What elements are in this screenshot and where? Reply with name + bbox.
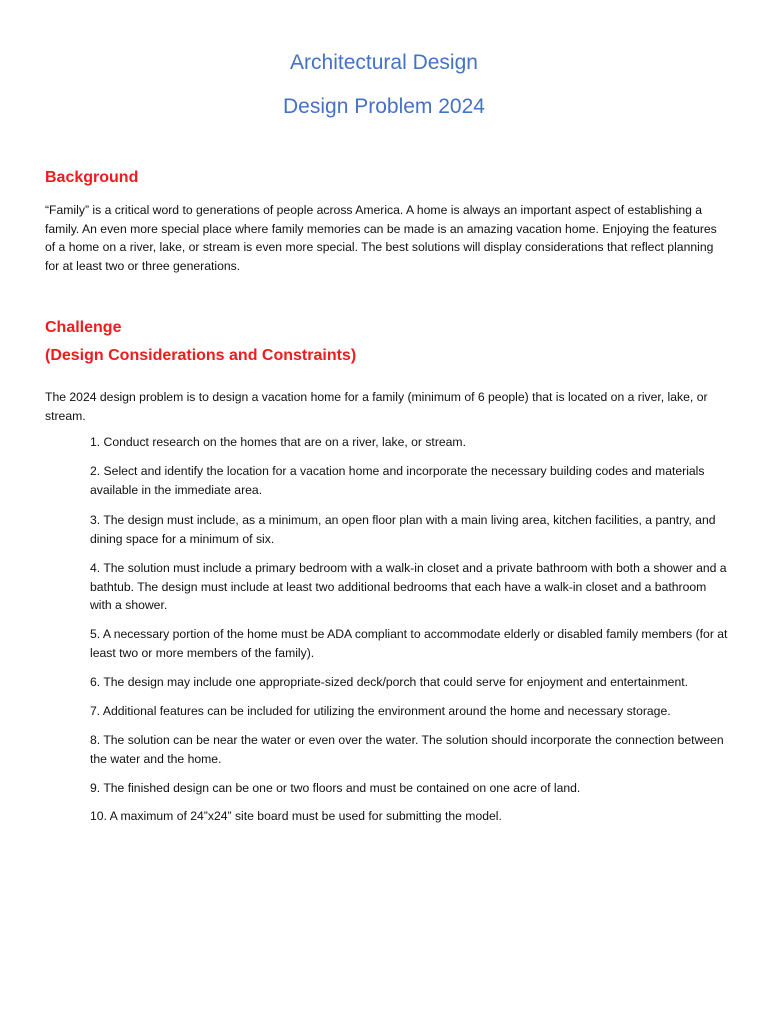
list-item: 2. Select and identify the location for a vacation home and incorporate the necessary building codes and materials available in the immediate area. — [90, 464, 705, 497]
list-item: 3. The design must include, as a minimum, an open floor plan with a main living area, kitchen facilities, a pantry, and dining space for a minimum of six. — [90, 513, 716, 546]
list-item: 4. The solution must include a primary bedroom with a walk-in closet and a private bathroom with both a shower and a bathtub. The design must include at least two additional bedrooms that each have a walk-in closet and a bathroom with a shower. — [90, 561, 727, 612]
list-item: 10. A maximum of 24”x24” site board must be used for submitting the model. — [90, 809, 502, 823]
document-subtitle: Design Problem 2024 — [283, 95, 485, 118]
list-item: 5. A necessary portion of the home must be ADA compliant to accommodate elderly or disabled family members (for at least two or more members of the family). — [90, 627, 728, 660]
list-item: 1. Conduct research on the homes that are on a river, lake, or stream. — [90, 435, 466, 449]
document-title: Architectural Design — [290, 51, 478, 74]
challenge-intro: The 2024 design problem is to design a vacation home for a family (minimum of 6 people) that is located on a river, lake, or stream. — [45, 390, 708, 423]
list-item: 7. Additional features can be included for utilizing the environment around the home and necessary storage. — [90, 704, 671, 718]
background-paragraph: “Family” is a critical word to generations of people across America. A home is always an important aspect of establishing a family. An even more special place where family memories can be made is an amazing vacation home. Enjoying the features of a home on a river, lake, or stream is even more special. The best solutions will display considerations that reflect planning for at least two or three generations. — [45, 203, 717, 273]
challenge-heading: Challenge — [45, 319, 122, 336]
list-item: 6. The design may include one appropriate-sized deck/porch that could serve for enjoyment and entertainment. — [90, 675, 688, 689]
list-item: 9. The finished design can be one or two floors and must be contained on one acre of land. — [90, 781, 581, 795]
background-heading: Background — [45, 169, 139, 186]
challenge-subheading: (Design Considerations and Constraints) — [45, 347, 357, 364]
list-item: 8. The solution can be near the water or even over the water. The solution should incorporate the connection between the water and the home. — [90, 733, 724, 766]
